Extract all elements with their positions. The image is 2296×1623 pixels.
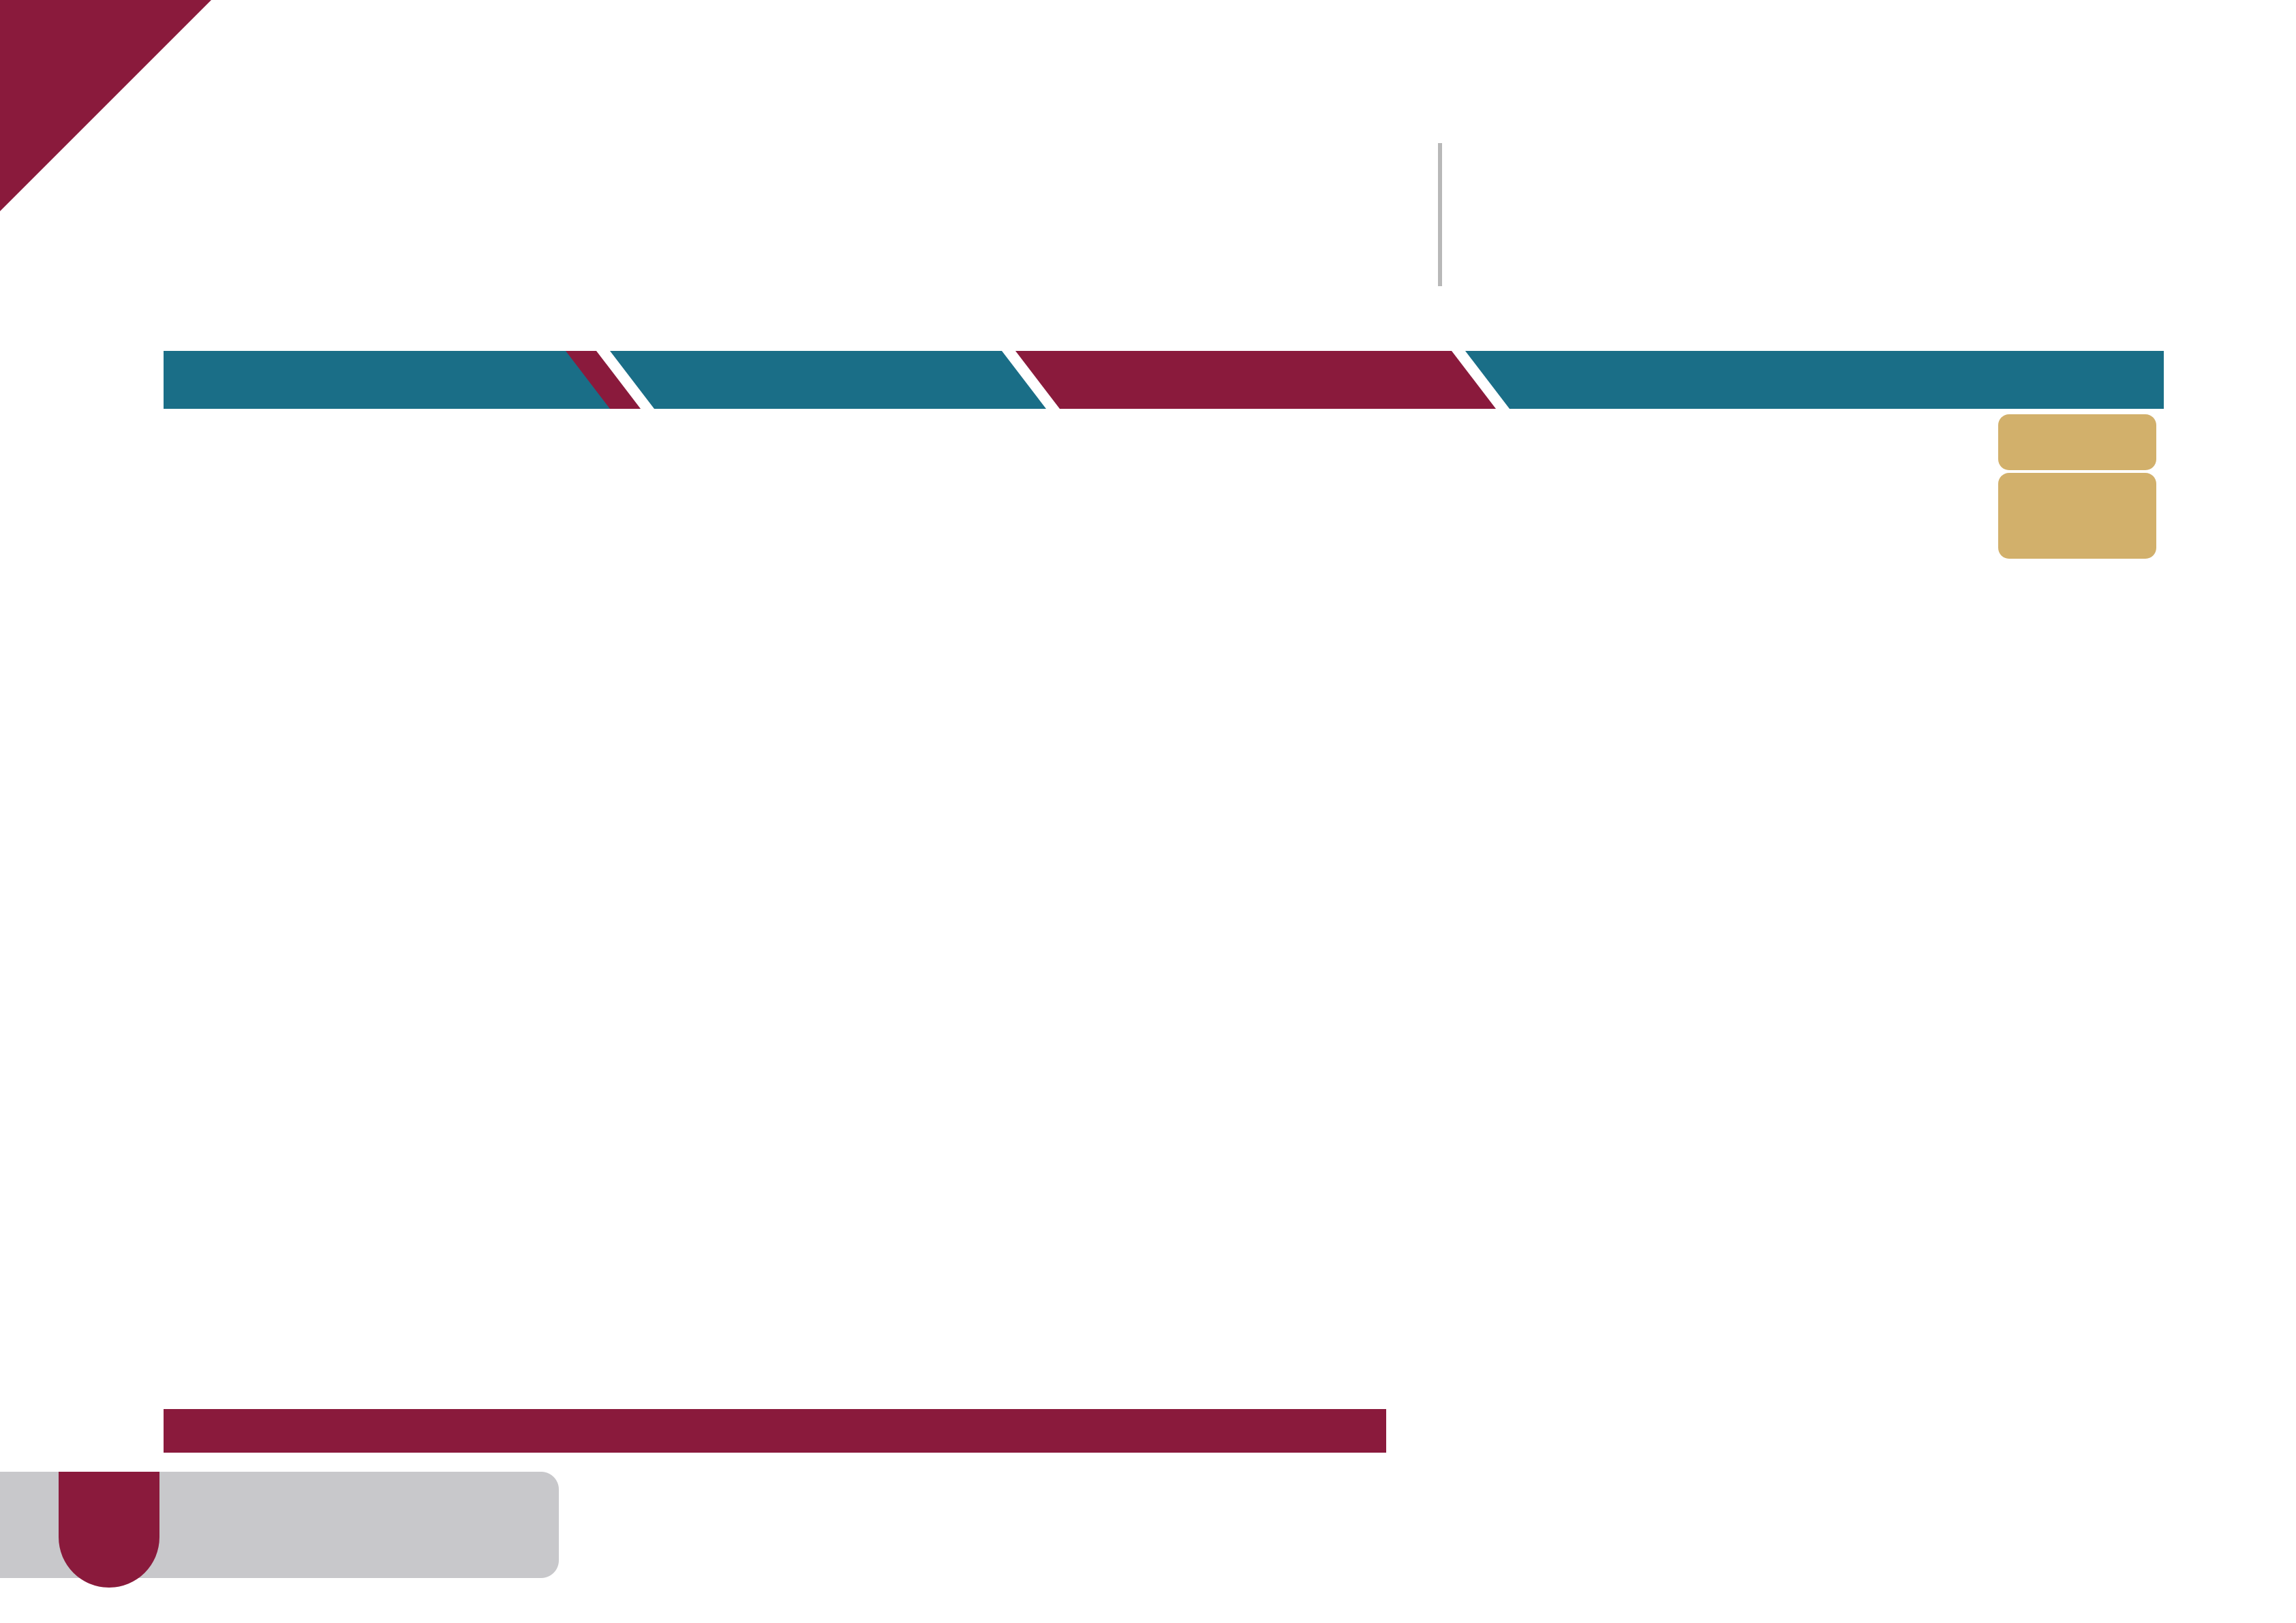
- label-center: [1998, 473, 2156, 559]
- label-races: [1998, 414, 2156, 470]
- page-number-tab: [59, 1472, 159, 1588]
- corner-ribbon: [0, 0, 211, 211]
- dna-requirement-note: [164, 1409, 1386, 1453]
- prize-table: [164, 472, 1995, 1406]
- header-divider: [1438, 143, 1442, 286]
- info-banner: [164, 351, 2164, 409]
